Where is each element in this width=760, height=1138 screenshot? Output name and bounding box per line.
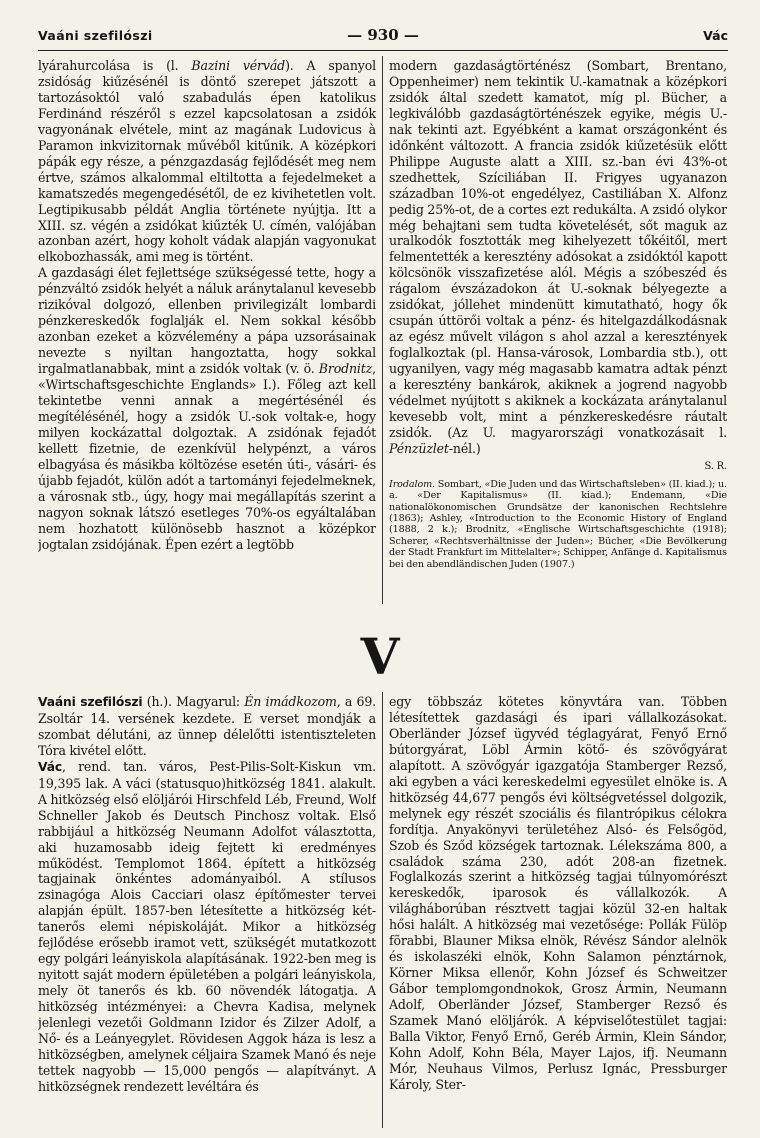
text-run: lyárahurcolása is (l. — [38, 58, 192, 73]
text-run: modern gazdaságtörténész (Sombart, Brentano, Oppenheimer) nem tekintik U.-kamatnak a középkori zsidók által szedett kamatot, míg pl. Bücher, a legkiválóbb gazdaságtörténészek egyike, mégis U.-nak tekinti azt. Egyébként a kamat országonként és időnként változott. A francia zsidók kiűzetésük előtt Philippe Auguste alatt a XIII. sz.-ban évi 43%-ot szedhettek, Szíciliában II. Frigyes ugyanazon században 10%-ot engedélyez, Castiliában X. Alfonz pedig 25%-ot, de a cortes ezt redukálta. A zsidó olykor még behajtani sem tudta követelését, sőt maguk az uralkodók fosztották meg kihelyezett tőkéitől, mert felmentették a keresztény adósokat a zsidóktól kapott kölcsönök visszafizetése alól. Mégis a szóbeszéd és rágalom évszázadokon át U.-soknak bélyegezte a zsidókat, jóllehet mindenütt kimutatható, hogy ők csupán úttörői voltak a pénz- és hitelgazdálkodásnak az egész művelt világon s ahol azzal a keresztények foglalkoztak (pl. Hansa-városok, Lombardia stb.), ott ugyanilyen, vagy még magasabb kamatra adtak pénzt a keresztény bankárok, akiknek a jogrend nagyobb védelmet nyújtott s akiknek a kockázata aránytalanul kevesebb volt, mint a pénzkereskedésre ráutalt zsidók. (Az U. magyarországi vonatkozásait l. — [389, 58, 727, 440]
paragraph — [38, 759, 376, 1095]
paragraph — [38, 694, 376, 759]
italic-term: Pénzüzlet — [389, 440, 449, 456]
paragraph — [38, 265, 376, 552]
text-run: , rend. tan. város, Pest-Pilis-Solt-Kiskun vm. 19,395 lak. A váci (statusquo)hitközség 1841. alakult. A hitközség első elöljárói Hirschfeld Léb, Freund, Wolf Schneller Jakob és Deutsch Pinchosz voltak. Első rabbijául a hitközség Neumann Adolfot választotta, aki huzamosabb ideig fejtett ki eredményes működést. Templomot 1864. épített a hitközség tagjainak önkéntes adományaiból. A stílusos zsinagóga Alois Cacciari olasz építőmester tervei alapján épült. 1857-ben létesítette a hitközség két-tanerős elemi népiskoláját. Mikor a hitközség fejlődése erősebb iramot vett, szükségét mutatkozott egy polgári leányiskola alapításának. 1922-ben meg is nyitott saját modern épületében a polgári leányiskola, mely öt tanerős és kb. 60 növendék látogatja. A hitközség intézményei: a Chevra Kadisa, melynek jelenlegi vezetői Goldmann Izidor és Zilzer Adolf, a Nő- és a Leányegylet. Rövidesen Aggok háza is lesz a hitközségben, amelynek céljaira Szamek Manó és neje tettek nagyobb — 15,000 pengős — alapítványt. A hitközségnek rendezett levéltára és — [38, 758, 376, 1094]
entry-headword: Vaáni szefilószi — [38, 695, 143, 709]
bottom-right-column — [389, 694, 727, 1126]
text-run: (h.). Magyarul: — [142, 694, 245, 709]
text-run: A gazdasági élet fejlettsége szükségessé tette, hogy a pénzváltó zsidók helyét a náluk aránytalanul kevesebb rizikóval dolgozó, ellenben privilegizált lombardi pénzkereskedők foglalják el. Nem sokkal később azonban ezeket a közvélemény a pápa uzsorásainak nevezte s nyiltan hangoztatta, hogy sokkal irgalmatlanabbak, mint a zsidók voltak (v. ö. — [38, 265, 376, 377]
text-run: -nél.) — [448, 440, 481, 456]
article-signature: S. R. — [704, 460, 727, 472]
text-run: , a 69. Zsoltár 14. versének kezdete. E verset mondják a szombat délutáni, az ünnep délelőtti istentiszteleten Tóra kivétel előtt. — [38, 694, 376, 758]
entry-headword: Vác — [38, 759, 62, 774]
top-right-body — [389, 58, 727, 457]
page-number: — 930 — — [347, 26, 419, 44]
running-head — [38, 26, 728, 51]
text-run: . Sombart, «Die Juden und das Wirtschaftsleben» (II. kiad.); u. a. «Der Kapitalismus» (II. kiad.); Endemann, «Die nationalökonomischen Grundsätze der kanonischen Rechtslehre (1863); Ashley, «Introduction to the Economic History of England (1888, 2 k.); Brodnitz, «Englische Wirtschaftsgeschichte (1918); Scherer, «Rechtsverhältnisse der Juden»; Bücher, «Die Bevölkerung der Stadt Frankfurt im Mittelalter»; Schipper, Anfänge d. Kapitalismus bei den abendländischen Juden (1907.) — [389, 478, 727, 570]
running-head-right: Vác — [703, 28, 728, 43]
text-run: ). A spanyol zsidóság kiűzésénél is döntő szerepet játszott a tartozásoktól való szabadulás épen katolikus Ferdinánd részéről s ezzel kapcsolatosan a zsidók vagyonának elvétele, mint az magának Ludovicus à Paramon inkvizitornak művéből kitűnik. A középkori pápák egy része, a pénzgazdaság fejlődését meg nem értve, számos alkalommal eltiltotta a fejedelmeket a kamatszedés megengedésétől, de ez kivihetetlen volt. Legtipikusabb példát Anglia története nyújtja. Itt a XIII. sz. végén a zsidókat kiűzték U. címén, valójában azonban azért, hogy koholt vádak alapján vagyonukat elkobozhassák, ami meg is történt. — [38, 58, 376, 265]
literature-note — [389, 479, 727, 570]
italic-term: Irodalom — [389, 478, 433, 490]
bottom-left-column — [38, 694, 376, 1126]
italic-term: Én imádkozom — [244, 694, 337, 709]
italic-term: Brodnitz — [318, 361, 373, 377]
text-run: , «Wirtschaftsgeschichte Englands» I.). Főleg azt kell tekintetbe venni annak a megértésénél és megítélésénél, hogy a zsidók U.-sok voltak-e, hogy milyen kockázattal dolgoztak. A zsidónak fejadót kellett fizetnie, de ezenkívül helypénzt, a város elbagyása és másikba költözése esetén úti-, vásári- és újabb fejadót, külön adót a tartományi fejedelmeknek, a városnak stb., úgy, hogy mai megállapítás szerint a nagyon soknak látszó esetleges 70%-os egyáltalában nem hozhatott különösebb hasznot a középkor jogtalan zsidójának. Épen ezért a legtöbb — [38, 361, 376, 552]
paragraph — [389, 58, 727, 457]
paragraph — [389, 694, 727, 1093]
section-letter: V — [360, 627, 400, 686]
column-divider-top — [382, 56, 383, 604]
signature-line — [389, 457, 727, 475]
paragraph — [38, 58, 376, 265]
top-right-column — [389, 58, 727, 604]
running-head-left: Vaáni szefilószi — [38, 28, 153, 43]
top-left-column — [38, 58, 376, 604]
italic-term: Bazini vérvád — [191, 58, 286, 73]
text-run: egy többszáz kötetes könyvtára van. Többen létesítettek gazdasági és ipari vállalkozásokat. Oberländer József ügyvéd téglagyárat, Fenyő Ernő bútorgyárat, Löbl Ármin kötő- és szövőgyárat alapított. A szövőgyár igazgatója Stamberger Rezső, aki egyben a váci kereskedelmi egyesület elnöke is. A hitközség 44,677 pengős évi költségvetéssel dolgozik, melynek egy részét szociális és filantrópikus célokra fordítja. Anyakönyvi területéhez Alsó- és Felsőgöd, Szob és Sződ községek tartoznak. Lélekszáma 800, a családok száma 230, adót 208-an fizetnek. Foglalkozás szerint a hitközség tagjai túlnyomórészt kereskedők, iparosok és vállalkozók. A világháborúban résztvett tagjai közül 32-en haltak hősi halált. A hitközség mai vezetősége: Pollák Fülöp fõrabbi, Blauner Miksa elnök, Révész Sándor alelnök és iskolaszéki elnök, Kohn Salamon pénztárnok, Körner Miksa ellenőr, Kohn József és Schweitzer Gábor templomgondnokok, Grosz Ármin, Neumann Adolf, Oberländer József, Stamberger Rezső és Szamek Manó elöljárók. A képviselőtestület tagjai: Balla Viktor, Fenyő Ernő, Geréb Ármin, Klein Sándor, Kohn Adolf, Kohn Béla, Mayer Lajos, ifj. Neumann Mór, Neuhaus Vilmos, Perlusz Ignác, Pressburger Károly, Ster- — [389, 694, 727, 1092]
column-divider-bottom — [382, 692, 383, 1128]
